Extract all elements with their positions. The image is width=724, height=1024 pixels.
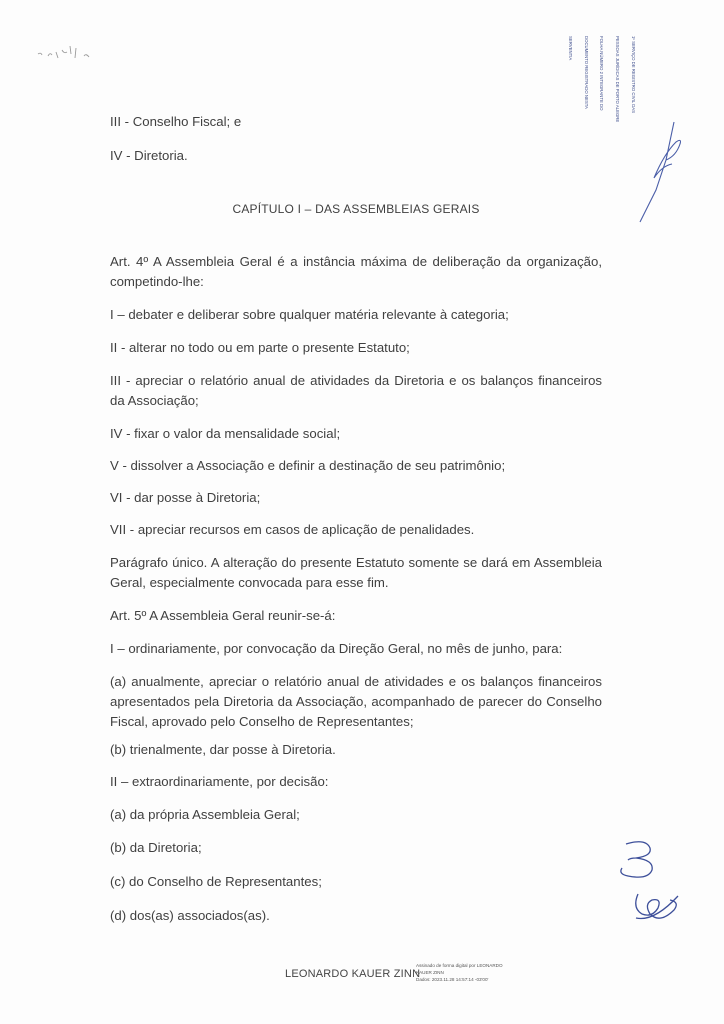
stamp-line: 1º SERVIÇO DE REGISTRO CIVIL DAS — [630, 36, 636, 114]
list-item: (b) trienalmente, dar posse à Diretoria. — [110, 742, 336, 757]
article-paragraph: Art. 4º A Assembleia Geral é a instância máxima de deliberação da organização, competindo-lhe: — [110, 254, 602, 289]
stamp-signature-icon — [636, 120, 684, 224]
stamp-line: PESSOAS JURÍDICAS DE PORTO ALEGRE — [614, 36, 620, 123]
list-item: II - alterar no todo ou em parte o presente Estatuto; — [110, 340, 410, 355]
stamp-line: FOLHA NÚMERO 2 INTEGRANTE DO — [599, 36, 605, 111]
registry-stamp — [558, 36, 646, 156]
list-item: III - Conselho Fiscal; e — [110, 114, 242, 129]
list-item: V - dissolver a Associação e definir a destinação de seu patrimônio; — [110, 458, 506, 473]
list-item: I – ordinariamente, por convocação da Direção Geral, no mês de junho, para: — [110, 641, 563, 656]
pen-mark-icon — [36, 40, 96, 64]
stamp-line: SERVENTIA — [568, 36, 574, 61]
list-item: II – extraordinariamente, por decisão: — [110, 774, 329, 789]
digital-signature-line: Dados: 2023.11.28 14:57:14 -03'00' — [416, 977, 489, 982]
digital-signature-line: Assinado de forma digital por LEONARDO — [416, 963, 503, 968]
list-item: IV - fixar o valor da mensalidade social; — [110, 426, 341, 441]
article-paragraph: Art. 5º A Assembleia Geral reunir-se-á: — [110, 608, 336, 623]
list-item: VI - dar posse à Diretoria; — [110, 490, 261, 505]
digital-signature-line: KAUER ZINN — [416, 970, 444, 975]
list-item: (c) do Conselho de Representantes; — [110, 874, 322, 889]
stamp-line: DOCUMENTO REGISTRADO NESTA — [583, 36, 589, 109]
list-item: VII - apreciar recursos em casos de aplicação de penalidades. — [110, 522, 475, 537]
list-item: III - apreciar o relatório anual de atividades da Diretoria e os balanços financeiros da Associação; — [110, 373, 602, 408]
list-item: IV - Diretoria. — [110, 148, 188, 163]
digital-signature-block — [416, 962, 556, 983]
list-item: (a) da própria Assembleia Geral; — [110, 807, 300, 822]
list-item: (a) anualmente, apreciar o relatório anual de atividades e os balanços financeiros apresentados pela Diretoria da Associação, acompanhado de parecer do Conselho Fiscal, aprovado pelo Conselho de Representantes; — [110, 674, 602, 729]
initials-signature-icon — [630, 888, 682, 928]
chapter-title: CAPÍTULO I – DAS ASSEMBLEIAS GERAIS — [232, 202, 480, 216]
initials-signature-icon — [612, 838, 664, 882]
list-item: (b) da Diretoria; — [110, 840, 202, 855]
list-item: I – debater e deliberar sobre qualquer matéria relevante à categoria; — [110, 307, 509, 322]
list-item: (d) dos(as) associados(as). — [110, 908, 270, 923]
signer-name: LEONARDO KAUER ZINN — [285, 968, 421, 980]
sole-paragraph: Parágrafo único. A alteração do presente Estatuto somente se dará em Assembleia Geral, especialmente convocada para esse fim. — [110, 555, 602, 590]
